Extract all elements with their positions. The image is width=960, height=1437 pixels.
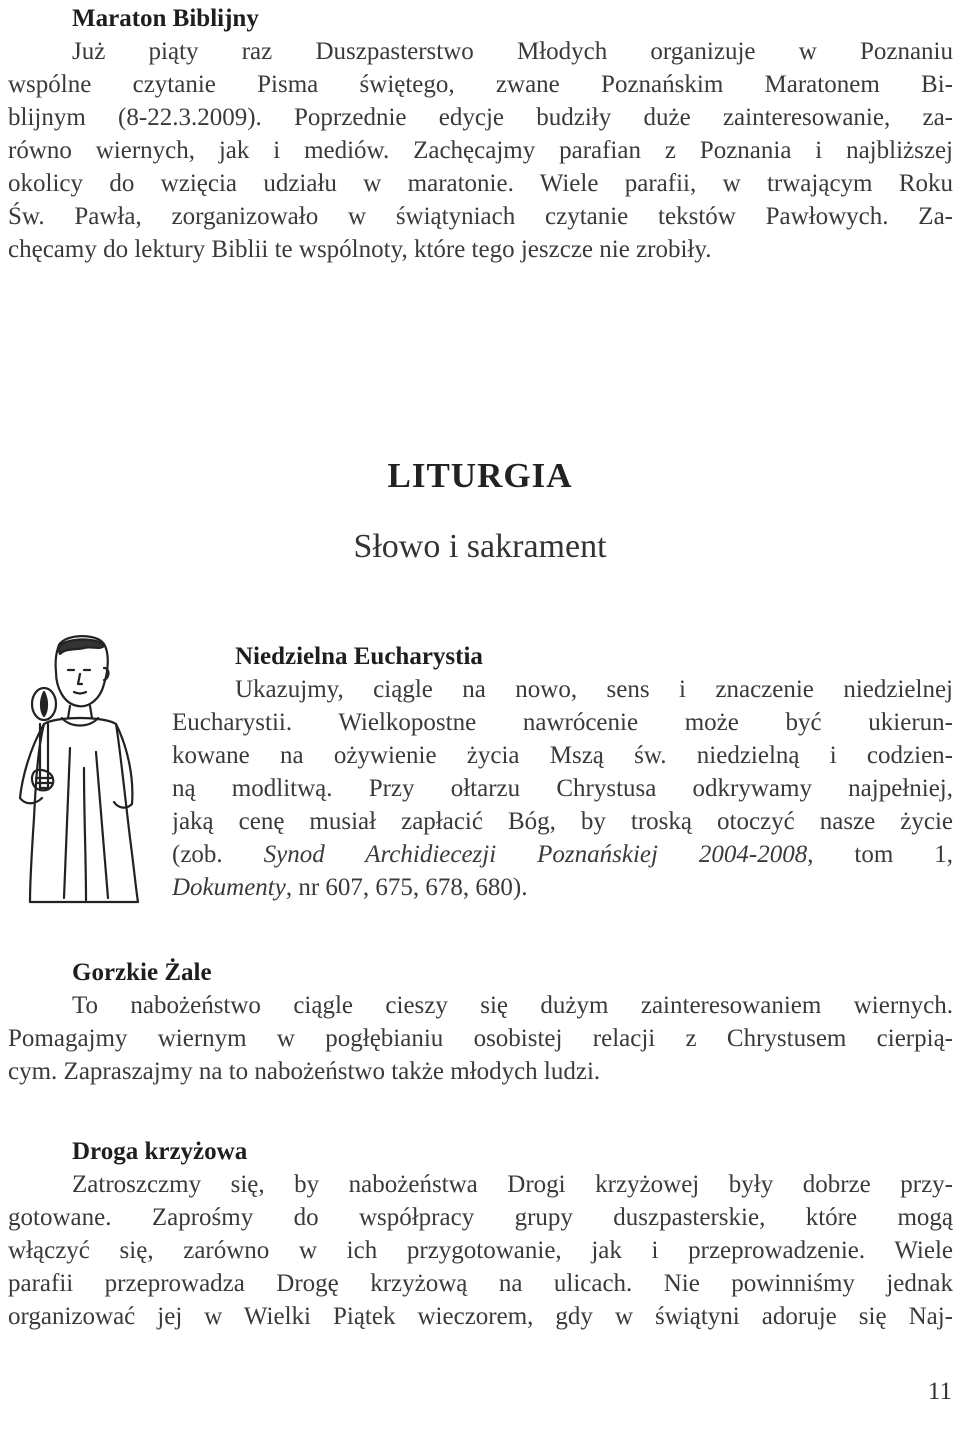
citation-title: Synod Archidiecezji Poznańskiej 2004-2008 bbox=[263, 841, 808, 868]
text-line: równo wiernych, jak i mediów. Zachęcajmy parafian z Poznania i najbliższej bbox=[8, 137, 953, 164]
text-line: chęcamy do lektury Biblii te wspólnoty, które tego jeszcze nie zrobiły. bbox=[8, 236, 712, 263]
text-line: wspólne czytanie Pisma świętego, zwane Poznańskim Maratonem Bi- bbox=[8, 71, 953, 98]
text-line: organizować jej w Wielki Piątek wieczorem, gdy w świątyni adoruje się Naj- bbox=[8, 1303, 953, 1330]
text-line: parafii przeprowadza Drogę krzyżową na ulicach. Nie powinniśmy jednak bbox=[8, 1270, 953, 1297]
section-heading: Niedzielna Eucharystia bbox=[235, 643, 483, 670]
text-fragment: (zob. bbox=[172, 841, 264, 868]
text-line: Św. Pawła, zorganizowało w świątyniach czytanie tekstów Pawłowych. Za- bbox=[8, 203, 953, 230]
text-line: jaką cenę musiał zapłacić Bóg, by troską otoczyć nasze życie bbox=[172, 808, 953, 835]
text-line: blijnym (8-22.3.2009). Poprzednie edycje budziły duże zainteresowanie, za- bbox=[8, 104, 953, 131]
section-gorzkie-zale bbox=[8, 956, 953, 1088]
text-line: gotowane. Zaprośmy do współpracy grupy duszpasterskie, które mogą bbox=[8, 1204, 953, 1231]
section-niedzielna-eucharystia bbox=[172, 640, 953, 904]
chapter-subtitle: Słowo i sakrament bbox=[353, 528, 607, 565]
text-line-citation bbox=[172, 871, 953, 904]
text-line: Zatroszczmy się, by nabożeństwa Drogi krzyżowej były dobrze przy- bbox=[72, 1171, 953, 1198]
text-line: ną modlitwą. Przy ołtarzu Chrystusa odkrywamy najpełniej, bbox=[172, 775, 953, 802]
section-droga-krzyzowa bbox=[8, 1135, 953, 1333]
text-line: Pomagajmy wiernym w pogłębianiu osobistej relacji z Chrystusem cierpią- bbox=[8, 1025, 953, 1052]
section-heading: Droga krzyżowa bbox=[72, 1138, 248, 1165]
citation-title: Dokumenty bbox=[172, 874, 286, 901]
section-heading: Gorzkie Żale bbox=[72, 959, 212, 986]
section-maraton-biblijny bbox=[8, 2, 953, 266]
text-fragment: , tom 1, bbox=[807, 841, 953, 868]
text-line: okolicy do wzięcia udziału w maratonie. Wiele parafii, w trwającym Roku bbox=[8, 170, 953, 197]
text-line: włączyć się, zarówno w ich przygotowanie, jak i przeprowadzenie. Wiele bbox=[8, 1237, 953, 1264]
text-fragment: , nr 607, 675, 678, 680). bbox=[285, 874, 528, 901]
chapter-title: LITURGIA bbox=[387, 456, 573, 495]
text-line: Ukazujmy, ciągle na nowo, sens i znaczenie niedzielnej bbox=[235, 676, 953, 703]
page-number: 11 bbox=[927, 1378, 952, 1405]
text-line: kowane na ożywienie życia Mszą św. niedzielną i codzien- bbox=[172, 742, 953, 769]
section-heading: Maraton Biblijny bbox=[72, 5, 259, 32]
text-line: To nabożeństwo ciągle cieszy się dużym zainteresowaniem wiernych. bbox=[72, 992, 953, 1019]
text-line-citation bbox=[172, 838, 953, 871]
text-line: Eucharystii. Wielkopostne nawrócenie może być ukierun- bbox=[172, 709, 953, 736]
altar-boy-illustration bbox=[0, 628, 170, 908]
text-line: cym. Zapraszajmy na to nabożeństwo także młodych ludzi. bbox=[8, 1058, 601, 1085]
text-line: Już piąty raz Duszpasterstwo Młodych organizuje w Poznaniu bbox=[72, 38, 953, 65]
